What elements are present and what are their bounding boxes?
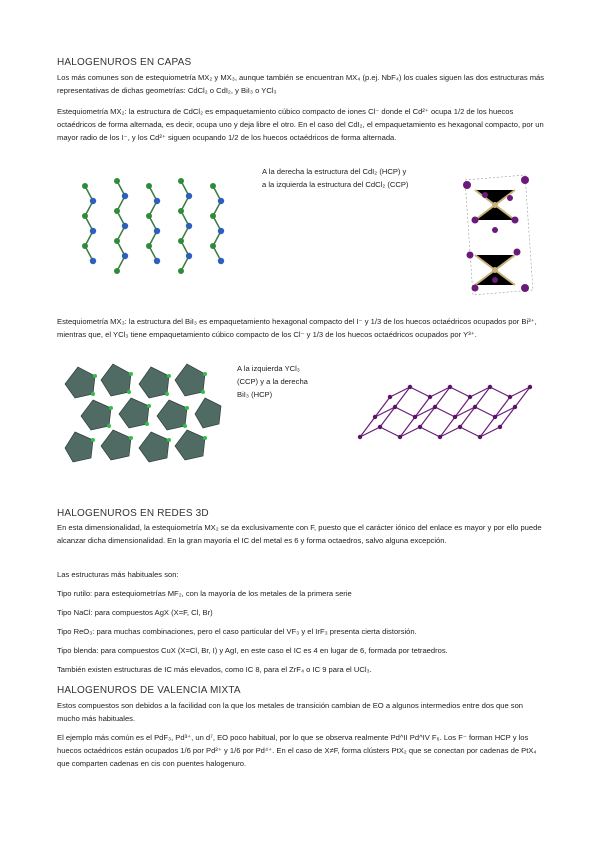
paragraph-valencia-1: Estos compuestos son debidos a la facilidad con la que los metales de transición cambian de EO a algunos intermedios entre dos que son mucho más habituales. [57,701,524,723]
paragraph-intro-3d: En esta dimensionalidad, la estequiometría MX₂ se da exclusivamente con F, puesto que el carácter iónico del enlace es mayor y por ello puede alcanzar dicha dimensionalidad. En la gran mayoría el IC del metal es 6 y forma octaedros, salvo alguna excepción. [57,523,542,545]
section-title-valencia-mixta: HALOGENUROS DE VALENCIA MIXTA [57,685,241,696]
list-item-reo3: Tipo ReO₃: para muchas combinaciones, pero el caso particular del VF₃ y el IrF₃ presenta cierta distorsión. [57,627,417,636]
list-item-blenda: Tipo blenda: para compuestos CuX (X=Cl, Br, I) y AgI, en este caso el IC es 4 en lugar de 6, formada por tetraedros. [57,646,448,655]
list-item-rutilo: Tipo rutilo: para estequiometrías MF₂, con la mayoría de los metales de la primera serie [57,589,352,598]
list-item-nacl: Tipo NaCl: para compuestos AgX (X=F, Cl, Br) [57,608,213,617]
paragraph-lead-3d: Las estructuras más habituales son: [57,570,179,579]
bii3-structure-image [355,372,545,447]
caption-bii3: BiI₃ (HCP) [237,390,273,399]
caption-cdi2: A la derecha la estructura del CdI₂ (HCP) y [262,167,407,176]
caption-cdcl2: a la izquierda la estructura del CdCl₂ (CCP) [262,180,409,189]
caption-ycl3: A la izquierda YCl₃ [237,364,300,373]
paragraph-ic-elevados: También existen estructuras de IC más elevados, como IC 8, para el ZrF₄ o IC 9 para el UCl₃. [57,665,372,674]
paragraph-intro-capas: Los más comunes son de estequiometría MX₂ y MX₃, aunque también se encuentran MX₄ (p.ej. NbF₄) los cuales siguen las dos estructuras más representativas de dichas geometrías: CdCl₂ o CdI₂, y BiI₃ o YCl₃ [57,73,545,95]
section-title-capas: HALOGENUROS EN CAPAS [57,57,192,68]
cdcl2-structure-image [75,176,245,276]
ycl3-structure-image [63,362,223,467]
caption-ccp: (CCP) y a la derecha [237,377,308,386]
paragraph-valencia-2: El ejemplo más común es el PdF₃, Pd³⁺, un d⁷, EO poco habitual, por lo que se observa realmente Pd^II Pd^IV F₆. Los F⁻ forman HCP y los huecos octaédricos están ocupados 1/6 por Pd²⁺ y 1/6 por Pd⁴⁺. En el caso de X≠F, forma clústers PtX₂ que se conectan por cadenas de PtX₄ que comparten cadenas en cis con puentes halogenuro. [57,733,537,768]
paragraph-mx2: Estequiometría MX₂: la estructura de CdCl₂ es empaquetamiento cúbico compacto de iones Cl⁻ donde el Cd²⁺ ocupa 1/2 de los huecos octaédricos de forma alternada, es decir, ocupa uno y deja libre el otro. En el caso del CdI₂, el empaquetamiento es hexagonal compacto, por un mayor radio de los I⁻, y los Cd²⁺ siguen ocupando 1/2 de los huecos octaédricos de forma alternada. [57,107,544,142]
section-title-redes-3d: HALOGENUROS EN REDES 3D [57,508,209,519]
paragraph-mx3: Estequiometría MX₃: la estructura del BiI₃ es empaquetamiento hexagonal compacto del I⁻ y 1/3 de los huecos octaédricos ocupados por Bi³⁺, mientras que, el YCl₃ tiene empaquetamiento cúbico compacto de los Cl⁻ y 1/3 de los huecos octaédricos ocupados por Y³⁺. [57,317,537,339]
cdi2-structure-image [455,170,540,300]
